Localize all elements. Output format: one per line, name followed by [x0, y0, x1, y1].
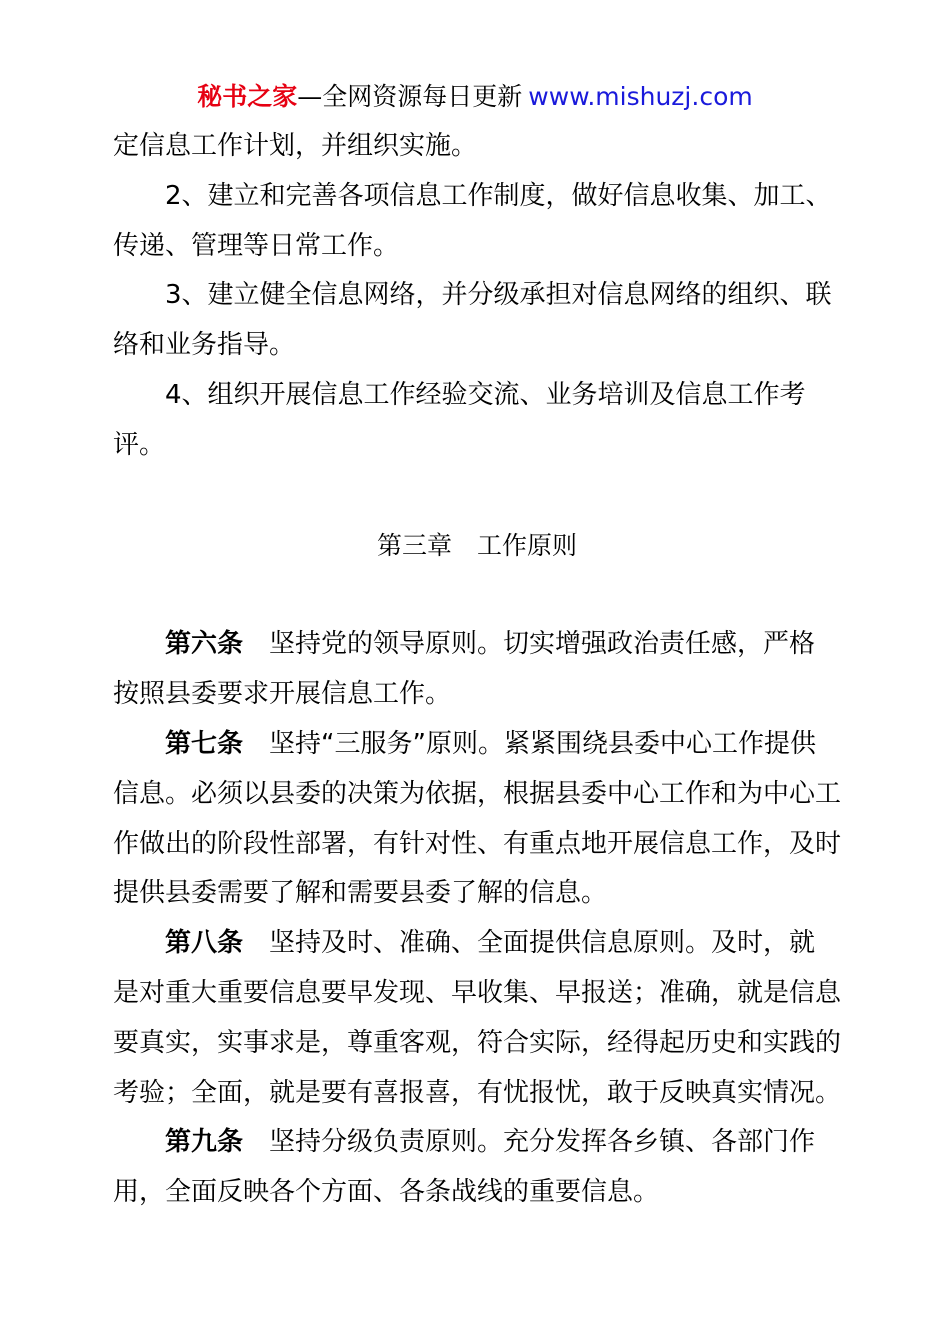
document-body: [113, 122, 841, 1218]
paragraph-item-3: 3、建立健全信息网络，并分级承担对信息网络的组织、联络和业务指导。: [113, 280, 832, 361]
article-8-label: 第八条: [165, 928, 244, 959]
article-6-label: 第六条: [165, 629, 244, 660]
article-7: [113, 720, 841, 919]
paragraph-item-4: 4、组织开展信息工作经验交流、业务培训及信息工作考评。: [113, 379, 806, 460]
paragraph-continuation: 定信息工作计划，并组织实施。: [113, 131, 478, 161]
article-7-label: 第七条: [165, 728, 244, 759]
article-6-text: 坚持党的领导原则。切实增强政治责任感，严格按照县委要求开展信息工作。: [113, 629, 816, 710]
article-9-text: 坚持分级负责原则。充分发挥各乡镇、各部门作用，全面反映各个方面、各条战线的重要信息。: [113, 1127, 816, 1208]
article-9: [113, 1118, 841, 1218]
brand-name: 秘书之家: [197, 82, 298, 111]
paragraph-item-2: 2、建立和完善各项信息工作制度，做好信息收集、加工、传递、管理等日常工作。: [113, 180, 832, 261]
article-9-label: 第九条: [165, 1127, 244, 1158]
article-7-text: 坚持“三服务”原则。紧紧围绕县委中心工作提供信息。必须以县委的决策为依据，根据县委中心工作和为中心工作做出的阶段性部署，有针对性、有重点地开展信息工作，及时提供县委需要了解和需要县委了解的信息。: [113, 728, 842, 909]
header-url[interactable]: www.mishuzj.com: [528, 82, 753, 111]
chapter-heading: 第三章 工作原则: [376, 530, 577, 560]
article-8: [113, 919, 841, 1118]
header-tagline: —全网资源每日更新: [297, 82, 523, 111]
page-header: [0, 80, 950, 114]
article-8-text: 坚持及时、准确、全面提供信息原则。及时，就是对重大重要信息要早发现、早收集、早报送；准确，就是信息要真实，实事求是，尊重客观，符合实际，经得起历史和实践的考验；全面，就是要有喜报喜，有忧报忧，敢于反映真实情况。: [113, 928, 842, 1108]
article-6: [113, 620, 841, 720]
